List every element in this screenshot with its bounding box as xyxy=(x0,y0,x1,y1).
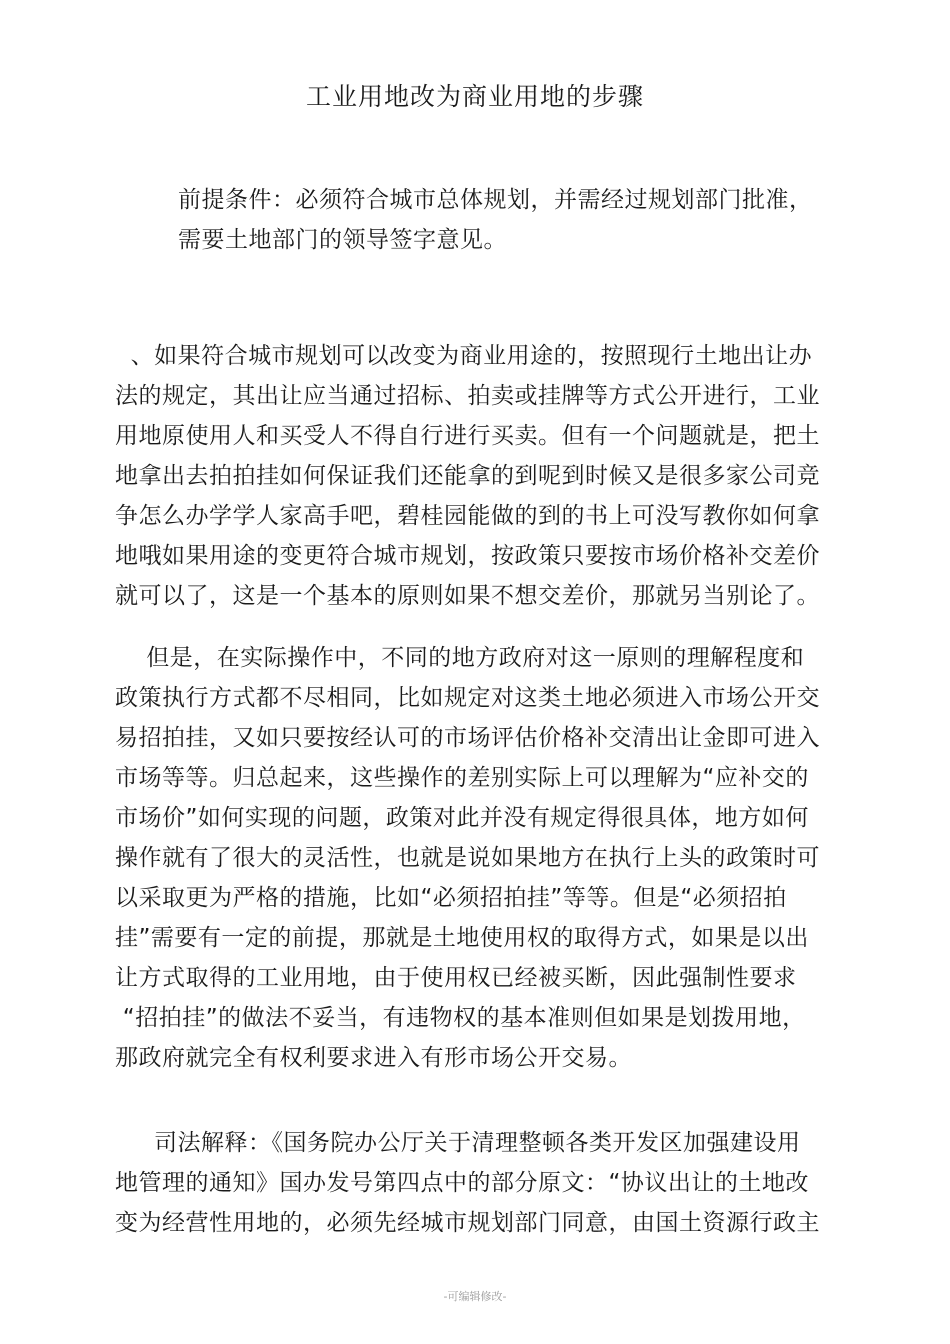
page-footer: -可编辑修改- xyxy=(443,1290,507,1303)
paragraph-2 xyxy=(115,638,835,1078)
text-line: 但是，在实际操作中，不同的地方政府对这一原则的理解程度和 xyxy=(115,645,805,671)
text-line: 那政府就完全有权利要求进入有形市场公开交易。 xyxy=(115,1045,632,1071)
text-line: 以采取更为严格的措施，比如“必须招拍挂”等等。但是“必须招拍 xyxy=(115,885,787,911)
text-line: 司法解释：《国务院办公厅关于清理整顿各类开发区加强建设用 xyxy=(115,1130,801,1156)
paragraph-3 xyxy=(115,1123,835,1243)
text-line: 政策执行方式都不尽相同，比如规定对这类土地必须进入市场公开交 xyxy=(115,685,820,711)
text-line: 争怎么办学学人家高手吧，碧桂园能做的到的书上可没写教你如何拿 xyxy=(115,503,820,529)
text-line: 就可以了，这是一个基本的原则如果不想交差价，那就另当别论了。 xyxy=(115,583,820,609)
text-line: 挂”需要有一定的前提，那就是土地使用权的取得方式，如果是以出 xyxy=(115,925,809,951)
text-line: 变为经营性用地的，必须先经城市规划部门同意，由国土资源行政主 xyxy=(115,1210,820,1236)
text-line: 、如果符合城市规划可以改变为商业用途的，按照现行土地出让办 xyxy=(115,343,813,369)
text-line: 需要土地部门的领导签字意见。 xyxy=(178,227,507,253)
text-line: 让方式取得的工业用地，由于使用权已经被买断，因此强制性要求 xyxy=(115,965,797,991)
text-line: “招拍挂”的做法不妥当，有违物权的基本准则但如果是划拨用地， xyxy=(115,1005,806,1031)
text-line: 地哦如果用途的变更符合城市规划，按政策只要按市场价格补交差价 xyxy=(115,543,820,569)
text-line: 用地原使用人和买受人不得自行进行买卖。但有一个问题就是，把土 xyxy=(115,423,820,449)
premise-paragraph xyxy=(178,180,818,260)
text-line: 市场价”如何实现的问题，政策对此并没有规定得很具体，地方如何 xyxy=(115,805,809,831)
text-line: 前提条件：必须符合城市总体规划，并需经过规划部门批准， xyxy=(178,187,813,213)
text-line: 市场等等。归总起来，这些操作的差别实际上可以理解为“应补交的 xyxy=(115,765,809,791)
text-line: 地拿出去拍拍挂如何保证我们还能拿的到呢到时候又是很多家公司竞 xyxy=(115,463,820,489)
text-line: 法的规定，其出让应当通过招标、拍卖或挂牌等方式公开进行，工业 xyxy=(115,383,820,409)
text-line: 地管理的通知》国办发号第四点中的部分原文：“协议出让的土地改 xyxy=(115,1170,809,1196)
text-line: 易招拍挂，又如只要按经认可的市场评估价格补交清出让金即可进入 xyxy=(115,725,820,751)
paragraph-1 xyxy=(115,336,835,616)
text-line: 操作就有了很大的灵活性，也就是说如果地方在执行上头的政策时可 xyxy=(115,845,820,871)
document-title: 工业用地改为商业用地的步骤 xyxy=(305,82,644,111)
